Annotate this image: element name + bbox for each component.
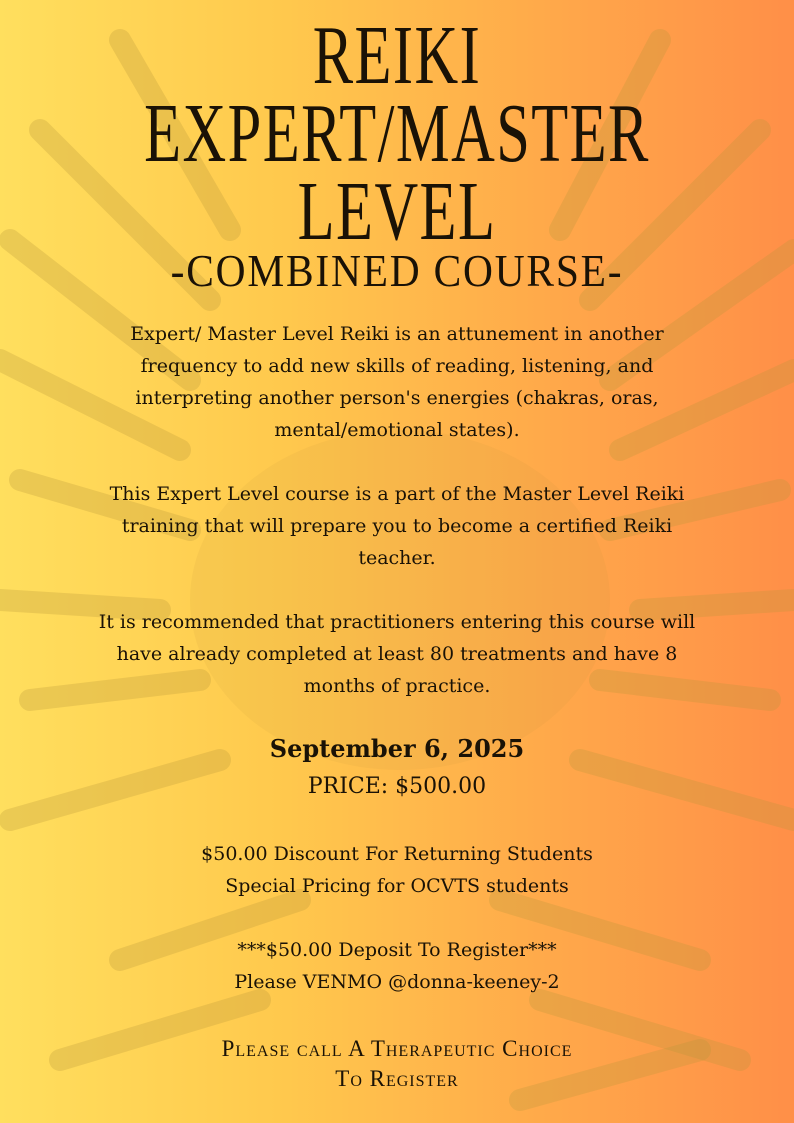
course-date: September 6, 2025 xyxy=(269,734,525,763)
returning-discount: $50.00 Discount For Returning Students xyxy=(201,843,593,865)
description-paragraph-1: Expert/ Master Level Reiki is an attunement in another frequency to add new skills of reading, listening, and interpreting another person's energies (chakras, oras, mental/emotional states). xyxy=(130,323,664,441)
title-line-1: REIKI xyxy=(312,9,482,102)
subtitle: -COMBINED COURSE- xyxy=(170,245,624,296)
description-paragraph-3: It is recommended that practitioners entering this course will have already completed at least 80 treatments and have 8 months of practice. xyxy=(98,611,696,697)
title-line-3: LEVEL xyxy=(297,165,497,258)
venmo-handle: Please VENMO @donna-keeney-2 xyxy=(234,971,560,993)
call-to-action-line-1: Please call A Therapeutic Choice xyxy=(221,1036,573,1061)
call-to-action-line-2: To Register xyxy=(335,1066,459,1091)
course-price: PRICE: $500.00 xyxy=(307,774,487,799)
deposit-note: ***$50.00 Deposit To Register*** xyxy=(237,939,557,961)
description-paragraph-2: This Expert Level course is a part of the Master Level Reiki training that will prepare you to become a certified Reiki teacher. xyxy=(109,483,685,569)
special-pricing: Special Pricing for OCVTS students xyxy=(225,875,569,897)
title-line-2: EXPERT/MASTER xyxy=(144,87,650,180)
